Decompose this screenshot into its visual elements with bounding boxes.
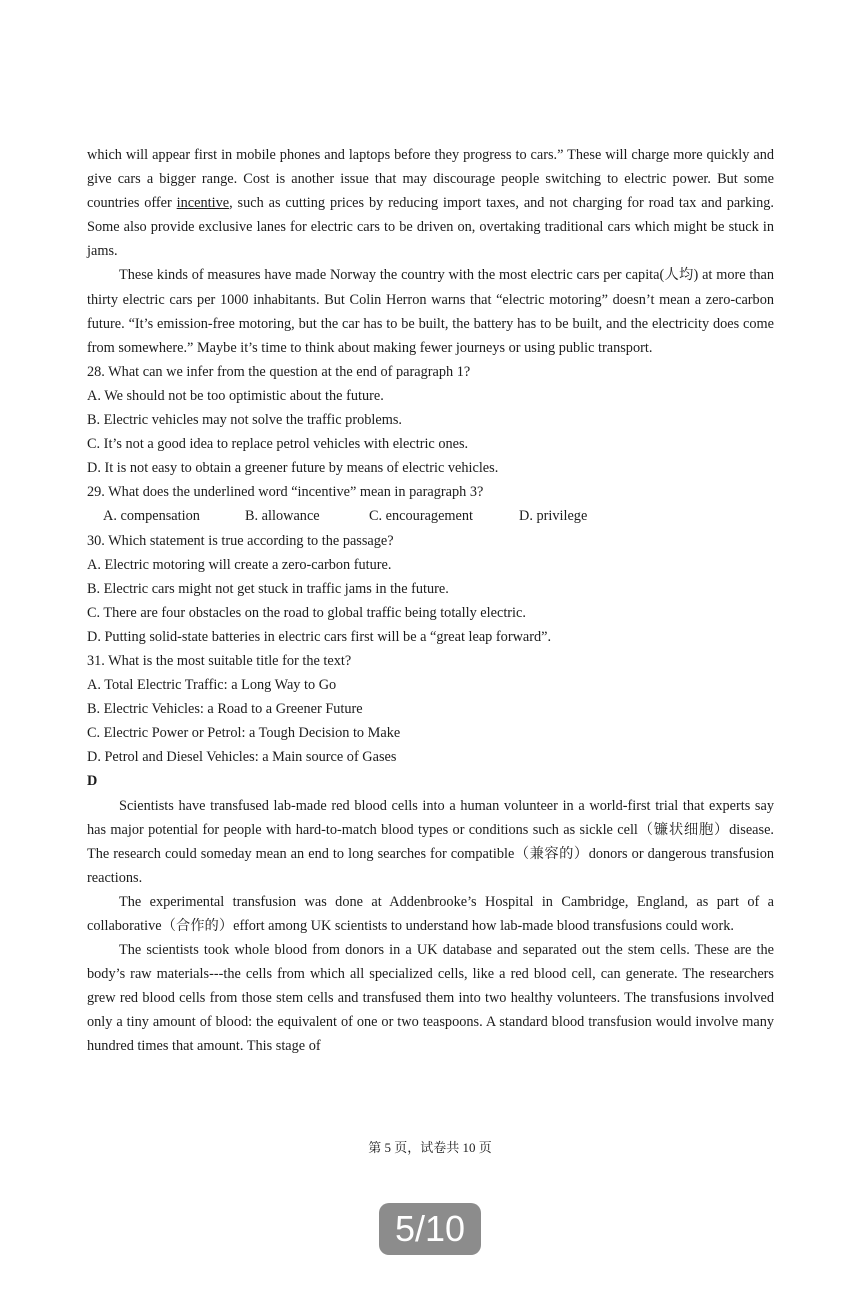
option-28-d: D. It is not easy to obtain a greener future by means of electric vehicles.: [87, 460, 499, 477]
option-28-b: B. Electric vehicles may not solve the traffic problems.: [87, 412, 402, 429]
option-31-b: B. Electric Vehicles: a Road to a Greener Future: [87, 701, 363, 718]
passage-d-paragraph-1: Scientists have transfused lab-made red blood cells into a human volunteer in a world-first trial that experts say has major potential for people with hard-to-match blood types or conditions such as sickle cell（镰状细胞）disease. The research could someday mean an end to long searches for compatible（兼容的）donors or dangerous transfusion reactions.: [87, 797, 774, 886]
option-29-b: B. allowance: [245, 508, 320, 525]
question-28: 28. What can we infer from the question at the end of paragraph 1?: [87, 363, 471, 380]
exam-page: [87, 143, 774, 1059]
passage-c-paragraph-4: These kinds of measures have made Norway the country with the most electric cars per capita(人均) at more than thirty electric cars per 1000 inhabitants. But Colin Herron warns that “electric motoring” doesn’t mean a zero-carbon future. “It’s emission-free motoring, but the car has to be built, the battery has to be built, and the electricity does come from somewhere.” Maybe it’s time to think about making fewer journeys or using public transport.: [87, 267, 774, 356]
option-31-c: C. Electric Power or Petrol: a Tough Decision to Make: [87, 725, 401, 742]
option-30-b: B. Electric cars might not get stuck in traffic jams in the future.: [87, 580, 449, 597]
page-indicator: 5/10: [379, 1203, 481, 1255]
option-30-a: A. Electric motoring will create a zero-carbon future.: [87, 556, 392, 573]
option-28-a: A. We should not be too optimistic about the future.: [87, 387, 384, 404]
passage-d-title: D: [87, 773, 98, 790]
option-31-a: A. Total Electric Traffic: a Long Way to Go: [87, 677, 337, 694]
option-29-a: A. compensation: [103, 508, 200, 525]
option-31-d: D. Petrol and Diesel Vehicles: a Main source of Gases: [87, 749, 397, 766]
question-31: 31. What is the most suitable title for the text?: [87, 652, 352, 669]
option-30-d: D. Putting solid-state batteries in electric cars first will be a “great leap forward”.: [87, 628, 552, 645]
passage-d-paragraph-2: The experimental transfusion was done at Addenbrooke’s Hospital in Cambridge, England, as part of a collaborative（合作的）effort among UK scientists to understand how lab-made blood transfusions could work.: [87, 893, 774, 934]
option-30-c: C. There are four obstacles on the road to global traffic being totally electric.: [87, 604, 526, 621]
passage-c-paragraph-3: which will appear first in mobile phones and laptops before they progress to cars.” These will charge more quickly and give cars a bigger range. Cost is another issue that may discourage people switching to electric power. But some countries offer incentive, such as cutting prices by reducing import taxes, and not charging for road tax and parking. Some also provide exclusive lanes for electric cars to be driven on, overtaking traditional cars which might be stuck in jams.: [87, 147, 774, 260]
passage-d-paragraph-3: The scientists took whole blood from donors in a UK database and separated out the stem cells. These are the body’s raw materials---the cells from which all specialized cells, like a red blood cell, can generate. The researchers grew red blood cells from those stem cells and transfused them into two healthy volunteers. The transfusions involved only a tiny amount of blood: the equivalent of one or two teaspoons. A standard blood transfusion would involve many hundred times that amount. This stage of: [87, 942, 774, 1055]
page-footer: 第 5 页，试卷共 10 页: [368, 1140, 492, 1155]
option-29-c: C. encouragement: [369, 508, 474, 525]
underlined-word: incentive: [176, 195, 230, 212]
option-28-c: C. It’s not a good idea to replace petrol vehicles with electric ones.: [87, 436, 469, 453]
options-29: [103, 504, 774, 528]
question-30: 30. Which statement is true according to the passage?: [87, 532, 394, 549]
option-29-d: D. privilege: [519, 508, 588, 525]
question-29: 29. What does the underlined word “incentive” mean in paragraph 3?: [87, 484, 484, 501]
